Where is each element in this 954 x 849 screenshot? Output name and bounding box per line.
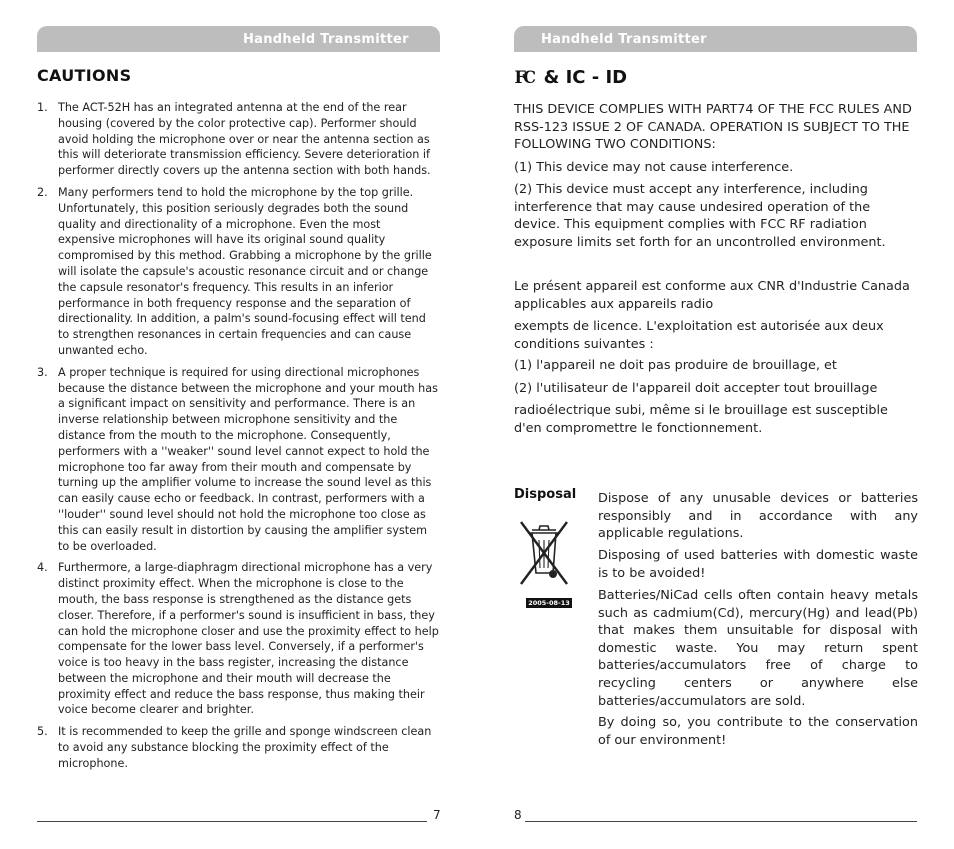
french-paragraph: (2) l'utilisateur de l'appareil doit accepter tout brouillage — [514, 381, 878, 396]
caution-item — [37, 365, 439, 555]
caution-item-text: Many performers tend to hold the microphone by the top grille. Unfortunately, this position seriously degrades both the sound quality and directionality of a microphone. Even the most expensive microphones will have its original sound quality compromised by this method. Grabbing a microphone by the grille will isolate the capsule's acoustic resonance circuit and or change the capsule resonator's frequency. This results in an inferior performance in both frequency response and the separation of directionality. In addition, a palm's sound-focusing effect will tend to strengthen resonances in certain frequencies and can cause unwanted echo. — [58, 185, 432, 357]
caution-item — [37, 560, 439, 718]
cautions-title: CAUTIONS — [37, 66, 132, 85]
caution-item-number: 1. — [37, 101, 48, 114]
right-page-number: 8 — [514, 808, 522, 822]
disposal-paragraph: By doing so, you contribute to the conservation of our environment! — [598, 715, 918, 748]
caution-item-text: A proper technique is required for using directional microphones because the distance between the microphone and your mouth has a significant impact on sensitivity and performance. There is an inverse relationship between microphone sensitivity and the distance from the mouth to the microphone. Consequently, performers with a ''weaker'' sound level cannot expect to hold the microphone too far away from their mouth and compensate by turning up the amplifier volume to increase the sound level as this can easily cause echo or feedback. In contrast, performers with a ''louder'' sound level should not hold the microphone too close as this can easily result in distortion by causing the amplifier system to be overloaded. — [58, 365, 438, 553]
disposal-label: Disposal — [514, 487, 577, 502]
right-page-header-text: Handheld Transmitter — [541, 32, 707, 47]
right-footer-rule — [525, 821, 917, 822]
french-paragraph: radioélectrique subi, même si le brouillage est susceptible d'en compromettre le fonctionnement. — [514, 403, 888, 436]
fcc-paragraph: (2) This device must accept any interference, including interference that may cause undesired operation of the device. This equipment complies with FCC RF radiation exposure limits set forth for an uncontrolled environment. — [514, 182, 886, 250]
left-footer-rule — [37, 821, 427, 822]
caution-item-text: The ACT-52H has an integrated antenna at the end of the rear housing (covered by the color protective cap). Performer should avoid holding the microphone over or near the antenna section as this will deteriorate transmission efficiency. Severe deterioration if performer directly covers up the antenna section with both hands. — [58, 101, 431, 178]
caution-item-text: It is recommended to keep the grille and sponge windscreen clean to avoid any substance blocking the proximity effect of the microphone. — [58, 725, 432, 770]
caution-item-number: 4. — [37, 561, 48, 575]
left-page-number: 7 — [433, 808, 441, 822]
french-paragraph: Le présent appareil est conforme aux CNR d'Industrie Canada applicables aux appareils radio — [514, 279, 910, 312]
fcc-ic-title — [514, 67, 627, 88]
disposal-date-label: 2005-08-13 — [526, 598, 572, 608]
caution-item-text: Furthermore, a large-diaphragm directional microphone has a very distinct proximity effect. When the microphone is close to the mouth, the bass response is strengthened as the distance gets closer. Therefore, if a performer's sound is insufficient in bass, they can hold the microphone closer and use the proximity effect to help compensate for the lower bass level. Conversely, if a performer's voice is too heavy in the bass register, increasing the distance between the microphone and their mouth will decrease the proximity effect and reduce the bass response, thus making their voice become clearer and brighter. — [58, 561, 439, 717]
fcc-logo-icon: FC — [514, 67, 534, 88]
right-page-header-bar — [514, 26, 917, 52]
left-page-header-bar — [37, 26, 440, 52]
caution-item — [37, 185, 439, 359]
caution-item — [37, 100, 439, 179]
fcc-ic-title-text: & IC - ID — [543, 67, 628, 88]
french-paragraph: exempts de licence. L'exploitation est autorisée aux deux conditions suivantes : — [514, 319, 884, 352]
fcc-paragraph: THIS DEVICE COMPLIES WITH PART74 OF THE FCC RULES AND RSS-123 ISSUE 2 OF CANADA. OPERATION IS SUBJECT TO THE FOLLOWING TWO CONDITIONS: — [514, 102, 912, 152]
fcc-paragraph: (1) This device may not cause interference. — [514, 160, 794, 175]
cautions-list — [37, 100, 439, 778]
french-paragraph: (1) l'appareil ne doit pas produire de brouillage, et — [514, 358, 837, 373]
disposal-paragraph: Disposing of used batteries with domestic waste is to be avoided! — [598, 548, 918, 581]
caution-item-number: 5. — [37, 725, 48, 739]
caution-item — [37, 724, 439, 771]
caution-item-number: 3. — [37, 365, 48, 379]
caution-item-number: 2. — [37, 185, 48, 199]
disposal-paragraph: Batteries/NiCad cells often contain heavy metals such as cadmium(Cd), mercury(Hg) and lead(Pb) that makes them unsuitable for disposal with domestic waste. You may return spent batteries/accumulators free of charge to recycling centers or anywhere else batteries/accumulators are sold. — [598, 588, 918, 709]
crossed-out-wheelie-bin-icon — [515, 518, 573, 588]
disposal-paragraph: Dispose of any unusable devices or batteries responsibly and in accordance with any applicable regulations. — [598, 491, 918, 542]
left-page-header-text: Handheld Transmitter — [243, 32, 409, 47]
